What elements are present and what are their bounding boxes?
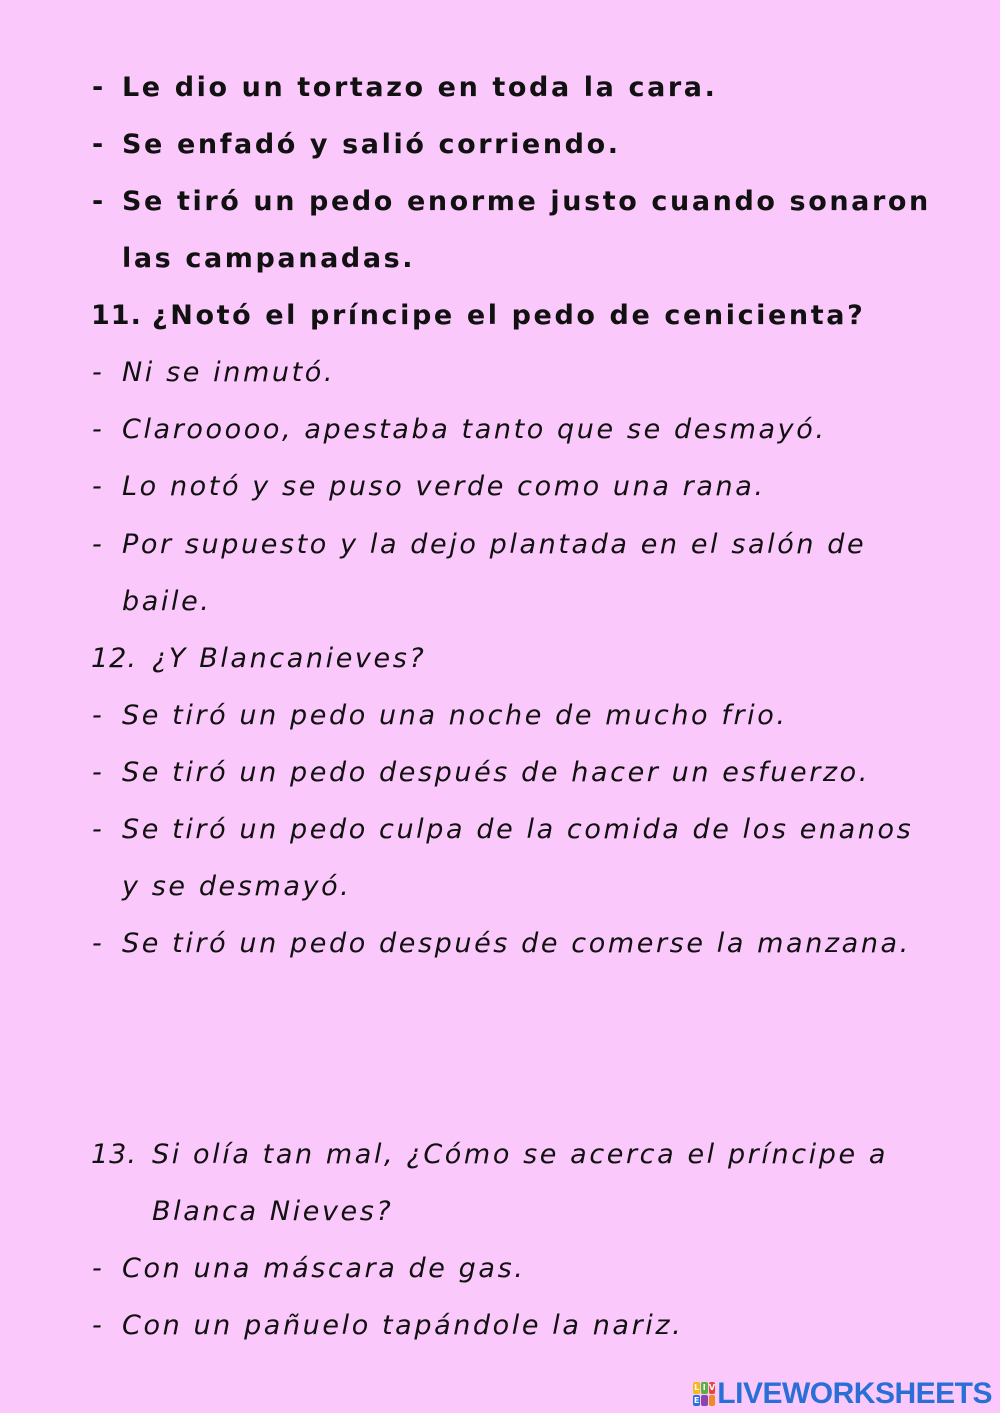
option-text: Por supuesto y la dejo plantada en el salón de (122, 529, 867, 560)
question-text: Blanca Nieves? (152, 1196, 394, 1227)
question-text: Si olía tan mal, ¿Cómo se acerca el príncipe a (152, 1139, 889, 1170)
option-text: Se tiró un pedo enorme justo cuando sonaron (122, 186, 931, 217)
option-dash: - (92, 72, 106, 103)
logo-mark-tile (701, 1395, 708, 1407)
option-dash: - (92, 129, 106, 160)
question-text: ¿Y Blancanieves? (152, 643, 427, 674)
question-text: ¿Notó el príncipe el pedo de cenicienta? (152, 300, 866, 331)
option-text: Clarooooo, apestaba tanto que se desmayó. (122, 414, 827, 445)
logo-mark-tile: I (702, 1383, 706, 1392)
option-text: Le dio un tortazo en toda la cara. (122, 72, 718, 103)
logo-mark-tile (709, 1395, 716, 1407)
option-text: Se tiró un pedo después de hacer un esfuerzo. (122, 757, 870, 788)
option-dash: - (92, 357, 105, 388)
option-text: Con un pañuelo tapándole la nariz. (122, 1310, 684, 1341)
option-text: Con una máscara de gas. (122, 1253, 526, 1284)
option-text: y se desmayó. (122, 871, 352, 902)
option-dash: - (92, 814, 105, 845)
option-text: Se tiró un pedo después de comerse la manzana. (122, 928, 911, 959)
option-text: Se tiró un pedo culpa de la comida de los enanos (122, 814, 914, 845)
question-number: 11. (91, 300, 142, 331)
option-text: Lo notó y se puso verde como una rana. (122, 471, 766, 502)
option-dash: - (92, 1310, 105, 1341)
liveworksheets-logo-text: LIVEWORKSHEETS (717, 1377, 992, 1410)
option-dash: - (92, 414, 105, 445)
logo-mark-tile: E (693, 1395, 700, 1405)
option-dash: - (92, 757, 105, 788)
option-dash: - (92, 471, 105, 502)
option-text: Ni se inmutó. (122, 357, 336, 388)
option-text: las campanadas. (122, 243, 416, 274)
logo-mark-tile: V (708, 1383, 716, 1392)
option-dash: - (92, 700, 105, 731)
liveworksheets-logo-mark-icon (693, 1382, 715, 1406)
option-dash: - (92, 186, 106, 217)
option-dash: - (92, 529, 105, 560)
question-number: 13. (91, 1139, 137, 1170)
option-text: Se tiró un pedo una noche de mucho frio. (122, 700, 788, 731)
option-dash: - (92, 928, 105, 959)
liveworksheets-logo (693, 1379, 992, 1409)
option-text: Se enfadó y salió corriendo. (122, 129, 621, 160)
option-text: baile. (122, 586, 212, 617)
logo-mark-tile: L (694, 1383, 700, 1392)
option-dash: - (92, 1253, 105, 1284)
question-number: 12. (91, 643, 137, 674)
